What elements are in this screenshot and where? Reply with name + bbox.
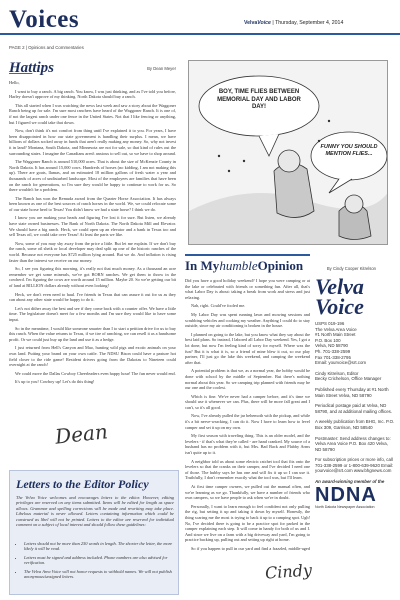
sidebar-publish-info bbox=[315, 387, 395, 398]
opinion-paragraph: A potential problem is that we, as a normal year, the hobby would be done with school by the middle of September. But there's nothing normal about this year. So we camping trip planned with friends may be our one and the coolest. bbox=[185, 368, 310, 391]
column-byline: By Dean Meyer bbox=[147, 66, 176, 71]
column-paragraph: So, I see you figuring this morning, it's really not that much money. As a thousand an acre remember we get some minerals, we've got BORN ranches. We get them to throw in the cowherd. I'm figuring the cows are worth around 15 million. Maybe 20. So we're getting our bit of land at BILLION dollars already without even looking! bbox=[9, 266, 176, 288]
sidebar-line: #1 North Main Street bbox=[315, 332, 356, 338]
column-paragraph: It's up to you! Cowboy up! Let's do this thing! bbox=[15, 379, 95, 385]
opinion-title bbox=[185, 258, 303, 274]
column-paragraph: Heck, we don't even need to haul. I've friends in Texas that can assure it out for us as they can about any other state would be happy to do it. bbox=[9, 291, 176, 303]
opinion-title-prefix: In My bbox=[185, 258, 220, 273]
sidebar-line: Fax 701-338-2795 bbox=[315, 354, 351, 360]
sidebar-line: P.O. Box 100 bbox=[315, 337, 341, 343]
sidebar-line: Email: yourvoice@srt.com bbox=[315, 360, 367, 366]
publication-sidebar bbox=[315, 274, 395, 510]
masthead-info bbox=[244, 20, 343, 26]
section-label: PAGE 2 | Opinions and Commentaries bbox=[9, 45, 84, 50]
column-paragraph: So in the meantime, I would like someone smarter than I to start a petition drive for us to buy this ranch. When the value returns to Texas, if we tire of ranching, we can resell it as a handsome profit. Or we could just buy up the land and use it as a hedge. bbox=[9, 325, 176, 342]
issue-date: | Thursday, September 4, 2014 bbox=[272, 20, 344, 26]
opinion-byline: By Cindy Cooper Kitrelson bbox=[326, 266, 376, 271]
opinion-paragraph: Personally, I want to learn enough to feel confident not only pulling the rig, but setting it up and taking it down by myself. Honestly, the thing scaring me the most is trying to back it up to a camping spot. Ugh! No, I've decided there is going to be a practice spot for parked in the camper explaining each step. It will come in handy for both of us and I. And since we live on a farm with a big driveway and yard, I'm going to practice backing up, pulling out and setting up right at home. bbox=[185, 503, 310, 543]
column-title-suffix: tips bbox=[32, 60, 55, 76]
sidebar-logo-bottom: Voice bbox=[315, 294, 364, 319]
page-title: Voices bbox=[9, 6, 80, 33]
sidebar-contact-info bbox=[315, 321, 395, 366]
opinion-paragraph: At first time camper owners, we pulled out the manual often, and we're learning as we go. Thankfully, we have a number of friends who own campers, so we have people to ask when we're in doubt. bbox=[185, 484, 310, 501]
sidebar-line: A weekly publication from BHG, Inc. P.O. Box 309, Garrison, ND 58540 bbox=[315, 419, 395, 430]
opinion-paragraph: My first season with traveling thing. This is an older model, and the levelers - if that's what they're called - are hand cranked. My source of a husband has no problem with it, but Mrs. Bad Back and Flabby Arms isn't quite up to it. bbox=[185, 433, 310, 456]
opinion-paragraph: Did you have a good holiday weekend? I hope you were camping or at the lake or celebrated with friends or something fun. After all, that's what Labor Day is about: taking a break from work and stress and just relaxing. bbox=[185, 278, 310, 300]
letters-policy-rules bbox=[24, 541, 174, 582]
column-paragraph: Now, some of you may shy away from the price a little. But let me explain. If we don't buy the ranch, some oil sheik or local developer may deal split up one of the historic ranches of the world. Because not everyone has $725 million lying around. But we do. And inflation is rising faster than the interest we receive on our money. bbox=[9, 240, 176, 263]
opinion-paragraph: Which is fine. We've never had a camper before, and it's time we should use it whenever we can. Plus, there will be more fall great and I can't, so it's all good. bbox=[185, 393, 310, 410]
column-paragraph: Let's not dither away the best and see if they come back with a counter offer. We have a little time. The legislature doesn't meet for a few months and I'm sure they would like to have some input. bbox=[9, 305, 176, 322]
opinion-paragraph: A neighbor told us about some electric ratchet tool that fits onto the levelers so that the cranks on their camper, and I've decided I need one of those. The hubby says he has one and will fix it up so I can use it. Truthfully, I don't remember exactly what the tool was, but I'll learn. bbox=[185, 458, 310, 481]
opinion-paragraph: Nah, right. Could've fooled me. bbox=[191, 303, 246, 309]
brand-right: Voice bbox=[257, 20, 271, 26]
policy-rule: • Letters must be signed and address included. Phone numbers are also advised for verification. bbox=[24, 555, 174, 566]
column-paragraph: We could move the Dallas Cowboy Cheerleaders even happy hour! The fun never would end. bbox=[15, 370, 176, 376]
sidebar-subscription-info bbox=[315, 457, 395, 474]
sidebar-line: Published every Thursday at #1 North Main Street Velva, ND 58790 bbox=[315, 386, 389, 398]
policy-rule: • The Velva Area Voice will not honor requests to withhold names. We will not publish anonymous/unsigned letters. bbox=[24, 569, 174, 580]
column-paragraph: Hello, bbox=[9, 80, 20, 85]
editorial-cartoon bbox=[188, 60, 388, 245]
sidebar-postmaster-info bbox=[315, 436, 395, 453]
sidebar-line: Postmaster: Send address changes to: Velva Area Voice P.O. Box 420 Velva, ND 58790 bbox=[315, 435, 391, 452]
cartoon-speech-text: BOY, TIME FLIES BETWEEN MEMORIAL DAY AND LABOR DAY! bbox=[217, 89, 301, 110]
column-title-prefix: Hat bbox=[9, 60, 33, 76]
column-paragraph: I know you are making your heads and figuring I've lost it for sure. But listen, we already have state owned businesses. The Bank of North Dakota. The North Dakota Mill and Elevator. We should have a big ranch. Heck, we could open up an elevator and a bank in Texas too and sell Texas oil, we could take over Texas! At least the parts we like. bbox=[9, 215, 176, 238]
sidebar-logo-top: Velva bbox=[315, 274, 364, 299]
letters-policy-box bbox=[9, 470, 179, 595]
sidebar-staff bbox=[315, 371, 395, 382]
policy-rule: • Letters should not be more than 250 words in length. The shorter the letter, the more likely it will be read. bbox=[24, 541, 174, 552]
opinion-paragraph: My Labor Day was spent running lawn and mowing sessions and scrubbing vehicles and cooking my weather. Anything I could do to stay outside, since my air conditioning is broken in the house. bbox=[185, 311, 310, 329]
brand-left: Velva bbox=[244, 20, 258, 26]
opinion-title-suffix: Opinion bbox=[257, 258, 304, 273]
ndna-subtitle: North Dakota Newspaper Association bbox=[315, 504, 375, 509]
sidebar-line: Ph. 701-338-2599 bbox=[315, 348, 351, 354]
sidebar-line: Periodical postage paid at Velva, ND 58790, and at additional mailing offices. bbox=[315, 403, 393, 414]
opinion-rule bbox=[185, 254, 310, 256]
cartoon-reply-text: FUNNY YOU SHOULD MENTION FLIES... bbox=[320, 144, 378, 157]
sidebar-line: For subscription prices or more info, call 701-338-2599 or 1-800-639-9620 Email: yourvoice@srt.com www.bhgnews.com bbox=[315, 457, 394, 474]
letters-policy-intro: The Velva Voice welcomes and encourages letters to the editor. However, editing privileges are reserved on any items submitted. Items will be edited for length as space allows. Grammar and spelling corrections will be made and rewriting may take place. Libelous material is never allowed. Letters containing information which could be construed as libel will not be printed. Letters to the editor are reserved for individual comment on a subject of local interest and should follow these guidelines: bbox=[16, 495, 174, 528]
ndna-logo: NDNA bbox=[315, 483, 377, 506]
opinion-paragraph: Now, I've already pulled the jar behemoth with the pickup, and while it's a bit nerve-wracking, I can do it. Now I have to learn how to level camper and set it up on my own. bbox=[185, 413, 310, 430]
sidebar-publisher-info bbox=[315, 419, 395, 430]
opinion-signature: Cindy bbox=[264, 560, 313, 583]
opinion-paragraph: So if you happen to pull in our yard and find a frazzled, middle-aged bbox=[191, 545, 310, 551]
sidebar-award-line: An award-winning member of the bbox=[315, 479, 385, 485]
column-paragraph: Now, don't think it's not comfort from thing until I've explained it to you. For years, I have been disappointed in how our state government is handling their surplus. I mean, we have billions of dollars socked away in funds that aren't really making any money. So, why not invest it in land? Montana, South Dakota, and Minnesota are not for sale, so that kind of rules out the surrounding states. I imagine the Canadians aren't anxious to sell out, so we have to shop around. bbox=[9, 128, 176, 156]
letters-policy-title: Letters to the Editor Policy bbox=[16, 477, 149, 491]
column-title bbox=[9, 60, 54, 77]
column-signature: Dean bbox=[53, 419, 109, 449]
sidebar-line: Velva, ND 58790 bbox=[315, 343, 348, 349]
opinion-paragraph: I planned on going to the lake, but you know what they say about the best laid plans. So instead, I labored all Labor Day weekend. Yes, I got a lot done, but now I'm feeling kind of sorry for myself. Where was the fun? But it is what it is, so a friend of mine blew it out, so our play partner, I'll just go the lake this weekend, and camping the weekend after that. bbox=[185, 331, 310, 365]
sidebar-line: USPS 019-196 bbox=[315, 321, 345, 326]
opinion-body bbox=[185, 278, 310, 553]
column-paragraph: The Waggoner Ranch is around 510,000 acres. That is about the size of McKenzie County in North Dakota. It has around 15,000 cows. Hundreds of horses (no kidding, I am not making this up). There are goats, llamas, and an estimated 18 million gallons of fresh water a year and thousands of acres of undisturbed landscape. Most of the employees are families that have been on the ranch for generations, so I'm sure they would be happy to continue to work for us. So there wouldn't be a problem. bbox=[9, 159, 176, 193]
column-body bbox=[9, 80, 176, 410]
sidebar-periodical-info bbox=[315, 403, 395, 414]
column-paragraph: I want to buy a ranch. A big ranch. You know, I was just thinking, and as I've told you before, Harley doesn't approve of my thinking. North Dakota should buy a ranch. bbox=[9, 88, 176, 100]
column-paragraph: I just returned from Hell's Canyon and Mao, hunting wild pigs and exotic animals on your own land. Putting your brand on your own cattle. The NDSU Bison could have a pasture hot field closer to the ride game! Resident drivers going from the Dakotas to Nineteen could overnight at the ranch! bbox=[9, 345, 176, 368]
sidebar-line: Cindy Kitrelson, Editor bbox=[315, 370, 359, 376]
column-paragraph: This all started when I was watching the news last week and saw a story about the Waggoner Ranch being up for sale. I'm sure most ranchers have heard of the Waggoner Ranch. It is one of, if not the largest ranch under one fence in the United States. Not that I like fencing or anything, but I figured we could take that down. bbox=[9, 102, 176, 125]
masthead-rule bbox=[0, 33, 400, 35]
sidebar-line: Becky Crichelson, Office Manager bbox=[315, 376, 382, 382]
sidebar-line: The Velva Area Voice bbox=[315, 326, 357, 332]
column-paragraph: The Ranch has won the Remuda award from the Quarter Horse Association. It has always been known as one of the best sources of ranch horses in the world. We, we could relocate some of our state horse herd to Texas! You didn't know we had a state horse? I think we do. bbox=[9, 195, 176, 212]
opinion-title-italic: humble bbox=[219, 258, 258, 273]
